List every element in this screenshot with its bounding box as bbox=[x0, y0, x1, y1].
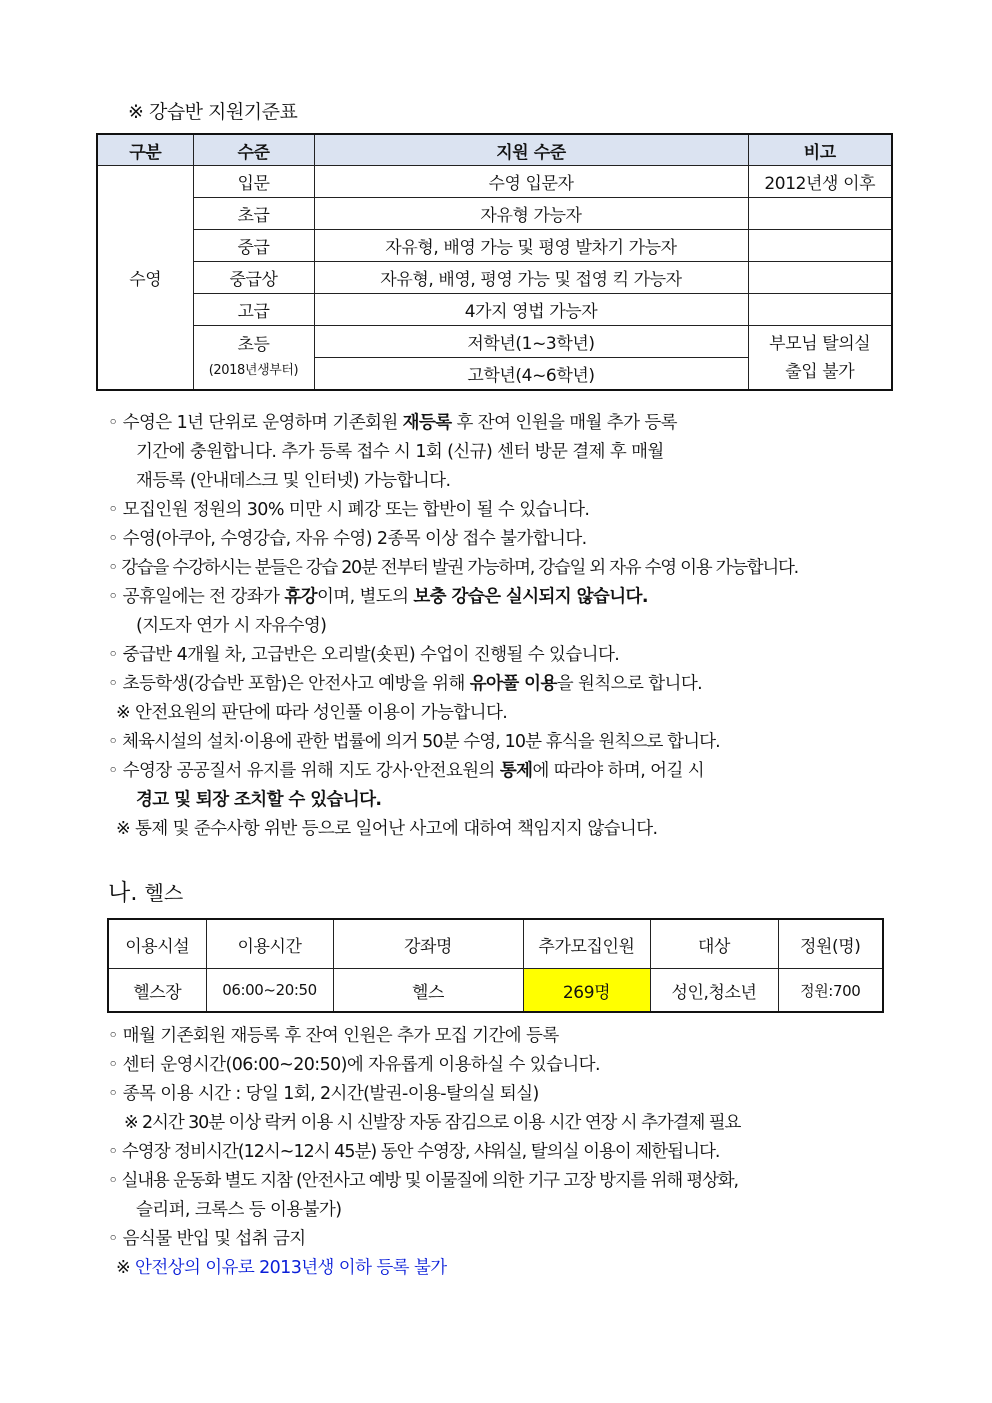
note-cell bbox=[748, 198, 892, 230]
elementary-note-line2: 출입 불가 bbox=[785, 361, 855, 382]
note-cell: 2012년생 이후 bbox=[748, 166, 892, 198]
table-row bbox=[97, 294, 892, 326]
capacity-cell: 정원:700 bbox=[778, 969, 883, 1013]
hours-cell: 06:00~20:50 bbox=[206, 969, 333, 1013]
note-emphasis: 경고 및 퇴장 조치할 수 있습니다. bbox=[136, 790, 382, 810]
note-emphasis: 보충 강습은 실시되지 않습니다. bbox=[413, 587, 648, 607]
header-target: 대상 bbox=[650, 919, 778, 969]
support-cell: 자유형, 배영 가능 및 평영 발차기 가능자 bbox=[314, 230, 748, 262]
section2-prefix: 나. bbox=[108, 880, 138, 906]
note-mark: ※ bbox=[116, 1258, 136, 1278]
note-line: ※ 2시간 30분 이상 락커 이용 시 신발장 자동 잠김으로 이용 시간 연장 시 추가결제 필요 bbox=[124, 1113, 741, 1133]
swim-support-table bbox=[96, 133, 893, 391]
level-cell: 입문 bbox=[193, 166, 314, 198]
note-line: (지도자 연가 시 자유수영) bbox=[136, 616, 327, 636]
note-emphasis: 통제 bbox=[499, 761, 533, 781]
support-cell: 저학년(1~3학년) bbox=[314, 326, 748, 358]
table-row bbox=[97, 166, 892, 198]
note-cell bbox=[748, 230, 892, 262]
note-cell bbox=[748, 294, 892, 326]
table-row bbox=[97, 326, 892, 358]
level-cell: 중급상 bbox=[193, 262, 314, 294]
note-line: ◦ 강습을 수강하시는 분들은 강습 20분 전부터 발권 가능하며, 강습일 외 자유 수영 이용 가능합니다. bbox=[108, 558, 798, 578]
elementary-note-line1: 부모님 탈의실 bbox=[769, 333, 871, 354]
note-line: ※ 통제 및 준수사항 위반 등으로 일어난 사고에 대하여 책임지지 않습니다. bbox=[116, 819, 658, 839]
note-line: 재등록 (안내데스크 및 인터넷) 가능합니다. bbox=[136, 471, 451, 491]
support-cell: 고학년(4~6학년) bbox=[314, 358, 748, 391]
note-line: ※ 안전요원의 판단에 따라 성인풀 이용이 가능합니다. bbox=[116, 703, 508, 723]
header-hours: 이용시간 bbox=[206, 919, 333, 969]
table-row bbox=[108, 969, 883, 1013]
swim-notes bbox=[108, 409, 798, 844]
support-cell: 수영 입문자 bbox=[314, 166, 748, 198]
header-level: 수준 bbox=[193, 134, 314, 166]
note-line: ◦ 매월 기존회원 재등록 후 잔여 인원은 추가 모집 기간에 등록 bbox=[108, 1026, 559, 1046]
note-line: ◦ 중급반 4개월 차, 고급반은 오리발(숏핀) 수업이 진행될 수 있습니다. bbox=[108, 645, 620, 665]
header-support: 지원 수준 bbox=[314, 134, 748, 166]
table-row bbox=[97, 262, 892, 294]
note-line: ◦ 수영장 정비시간(12시~12시 45분) 동안 수영장, 샤워실, 탈의실 이용이 제한됩니다. bbox=[108, 1142, 720, 1162]
table-header-row bbox=[108, 919, 883, 969]
note-text: ◦ 초등학생(강습반 포함)은 안전사고 예방을 위해 bbox=[108, 674, 470, 694]
health-notes bbox=[108, 1022, 740, 1283]
support-cell: 자유형, 배영, 평영 가능 및 접영 킥 가능자 bbox=[314, 262, 748, 294]
section2-title bbox=[108, 874, 183, 907]
note-text: 에 따라야 하며, 어길 시 bbox=[532, 761, 705, 781]
note-line: ◦ 모집인원 정원의 30% 미만 시 폐강 또는 합반이 될 수 있습니다. bbox=[108, 500, 590, 520]
note-line: ◦ 음식물 반입 및 섭취 금지 bbox=[108, 1229, 306, 1249]
note-text: ◦ 공휴일에는 전 강좌가 bbox=[108, 587, 285, 607]
elementary-level-cell bbox=[193, 326, 314, 391]
support-cell: 자유형 가능자 bbox=[314, 198, 748, 230]
additional-cell: 269명 bbox=[523, 969, 650, 1013]
health-table bbox=[107, 918, 884, 1013]
note-text: ◦ 수영장 공공질서 유지를 위해 지도 강사·안전요원의 bbox=[108, 761, 500, 781]
note-line bbox=[108, 670, 798, 699]
level-cell: 중급 bbox=[193, 230, 314, 262]
section1-title: ※ 강습반 지원기준표 bbox=[128, 101, 298, 123]
elementary-level: 초등 bbox=[237, 334, 270, 355]
note-cell bbox=[748, 262, 892, 294]
table-header-row bbox=[97, 134, 892, 166]
note-line bbox=[108, 583, 798, 612]
table-row bbox=[97, 230, 892, 262]
elementary-level-sub: (2018년생부터) bbox=[208, 362, 299, 378]
note-line: ◦ 체육시설의 설치·이용에 관한 법률에 의거 50분 수영, 10분 휴식을 원칙으로 합니다. bbox=[108, 732, 720, 752]
note-line: 슬리퍼, 크록스 등 이용불가) bbox=[136, 1200, 342, 1220]
course-cell: 헬스 bbox=[333, 969, 523, 1013]
header-facility: 이용시설 bbox=[108, 919, 206, 969]
note-line bbox=[108, 786, 798, 815]
note-text: 을 원칙으로 합니다. bbox=[556, 674, 703, 694]
elementary-note-cell bbox=[748, 326, 892, 391]
note-line: 기간에 충원합니다. 추가 등록 접수 시 1회 (신규) 센터 방문 결제 후 매월 bbox=[136, 442, 664, 462]
age-restriction-note: 안전상의 이유로 2013년생 이하 등록 불가 bbox=[135, 1258, 447, 1278]
header-note: 비고 bbox=[748, 134, 892, 166]
note-text: 후 잔여 인원을 매월 추가 등록 bbox=[451, 413, 677, 433]
level-cell: 고급 bbox=[193, 294, 314, 326]
note-line: ◦ 종목 이용 시간 : 당일 1회, 2시간(발권-이용-탈의실 퇴실) bbox=[108, 1084, 539, 1104]
facility-cell: 헬스장 bbox=[108, 969, 206, 1013]
note-text: 이며, 별도의 bbox=[316, 587, 414, 607]
level-cell: 초급 bbox=[193, 198, 314, 230]
table-row bbox=[97, 198, 892, 230]
note-line bbox=[108, 757, 798, 786]
header-capacity: 정원(명) bbox=[778, 919, 883, 969]
section2-name: 헬스 bbox=[144, 881, 184, 905]
category-cell: 수영 bbox=[97, 166, 193, 391]
support-cell: 4가지 영법 가능자 bbox=[314, 294, 748, 326]
note-line: ◦ 실내용 운동화 별도 지참 (안전사고 예방 및 이물질에 의한 기구 고장 방지를 위해 평상화, bbox=[108, 1171, 738, 1191]
note-line bbox=[108, 1254, 740, 1283]
note-line bbox=[108, 409, 798, 438]
note-line: ◦ 수영(아쿠아, 수영강습, 자유 수영) 2종목 이상 접수 불가합니다. bbox=[108, 529, 587, 549]
note-emphasis: 재등록 bbox=[402, 413, 452, 433]
note-emphasis: 유아풀 이용 bbox=[469, 674, 557, 694]
header-course: 강좌명 bbox=[333, 919, 523, 969]
note-emphasis: 휴강 bbox=[284, 587, 317, 607]
header-additional: 추가모집인원 bbox=[523, 919, 650, 969]
header-category: 구분 bbox=[97, 134, 193, 166]
note-text: ◦ 수영은 1년 단위로 운영하며 기존회원 bbox=[108, 413, 403, 433]
note-line: ◦ 센터 운영시간(06:00~20:50)에 자유롭게 이용하실 수 있습니다. bbox=[108, 1055, 600, 1075]
target-cell: 성인,청소년 bbox=[650, 969, 778, 1013]
